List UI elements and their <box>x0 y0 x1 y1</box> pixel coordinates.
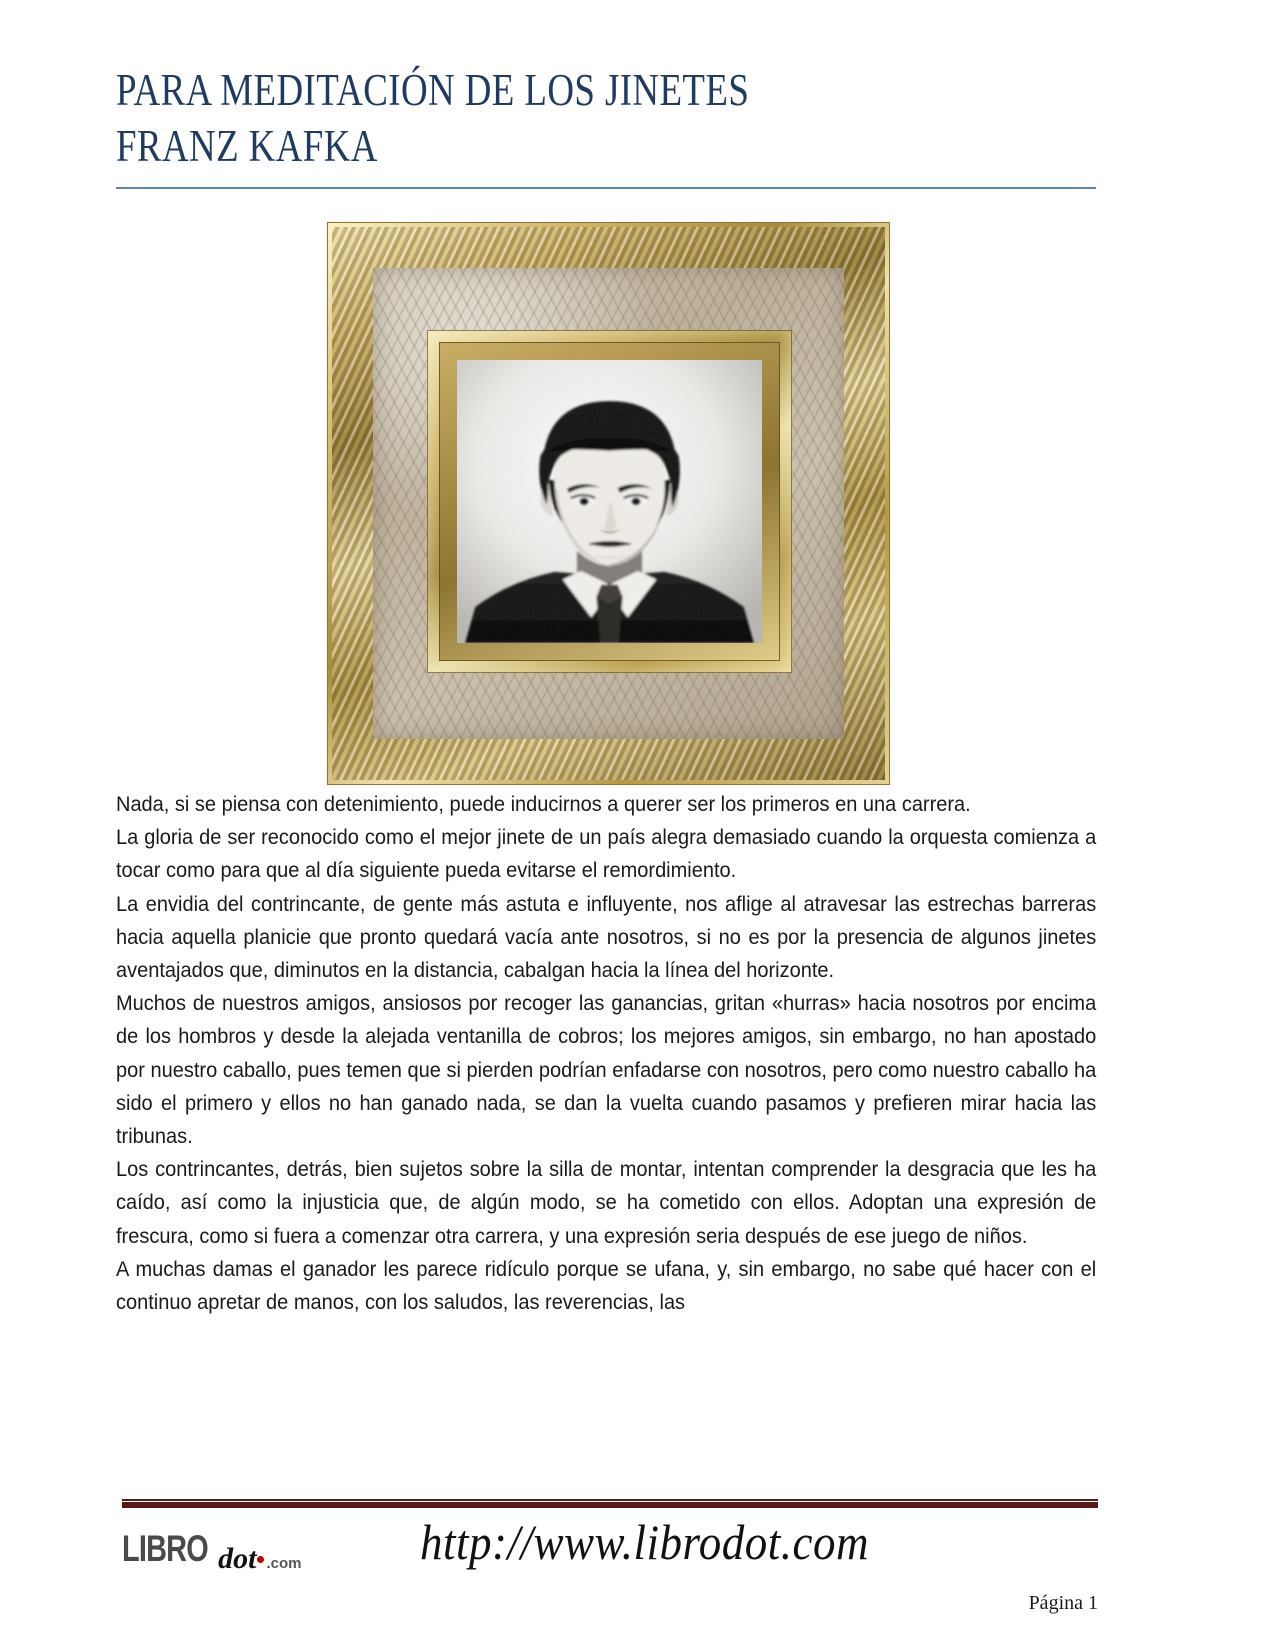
logo-script-text: dot <box>218 1542 257 1575</box>
logo-red-dot-icon <box>257 1556 264 1563</box>
title-line-1: PARA MEDITACIÓN DE LOS JINETES <box>116 65 750 115</box>
kafka-portrait-figure <box>327 222 890 785</box>
paragraph: Nada, si se piensa con detenimiento, puede inducirnos a querer ser los primeros en una carrera. <box>116 792 971 816</box>
paragraph: Los contrincantes, detrás, bien sujetos sobre la silla de montar, intentan comprender la desgracia que les ha caído, así como la injusticia que, de algún modo, se ha cometido con ellos. Adoptan una expresión de frescura, como si fuera a comenzar otra carrera, y una expresión seria después de ese juego de niños. <box>116 1157 1097 1248</box>
paragraph: A muchas damas el ganador les parece ridículo porque se ufana, y, sin embargo, no sabe qué hacer con el continuo apretar de manos, con los saludos, las reverencias, las <box>116 1256 1097 1315</box>
logo-suffix-text: .com <box>266 1555 302 1572</box>
website-url[interactable]: http://www.librodot.com <box>420 1515 870 1571</box>
paragraph: Muchos de nuestros amigos, ansiosos por recoger las ganancias, gritan «hurras» hacia nosotros por encima de los hombros y desde la alejada ventanilla de cobros; los mejores amigos, sin embargo, no han apostado por nuestro caballo, pues temen que si pierden podrían enfadarse con nosotros, pero como nuestro caballo ha sido el primero y ellos no han ganado nada, se dan la vuelta cuando pasamos y prefieren mirar hacia las tribunas. <box>116 991 1097 1149</box>
librodot-logo[interactable] <box>122 1528 302 1575</box>
logo-primary-text: LIBRO <box>122 1528 208 1569</box>
body-text <box>116 788 1096 1319</box>
page-number: Página 1 <box>1028 1592 1098 1614</box>
paragraph: La gloria de ser reconocido como el mejor jinete de un país alegra demasiado cuando la orquesta comienza a tocar como para que al día siguiente pueda evitarse el remordimiento. <box>116 825 1097 883</box>
kafka-photograph <box>457 360 762 643</box>
title-line-2: FRANZ KAFKA <box>116 121 378 171</box>
paragraph: La envidia del contrincante, de gente más astuta e influyente, nos aflige al atravesar las estrechas barreras hacia aquella planicie que pronto quedará vacía ante nosotros, si no es por la presencia de algunos jinetes aventajados que, diminutos en la distancia, cabalgan hacia la línea del horizonte. <box>116 891 1097 983</box>
page-title <box>116 62 1096 174</box>
footer-divider <box>122 1501 1098 1509</box>
page-footer <box>122 1512 1098 1622</box>
title-divider <box>116 187 1096 189</box>
